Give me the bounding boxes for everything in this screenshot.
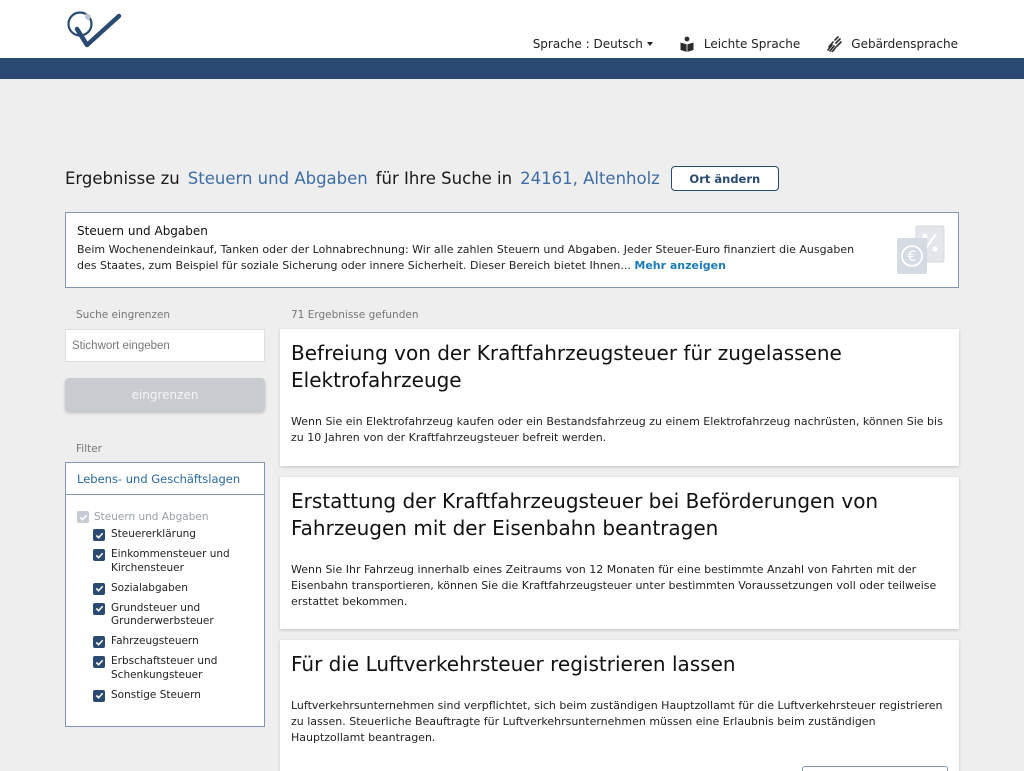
filter-item[interactable] [66, 528, 264, 542]
gebaerdensprache-label: Gebärdensprache [851, 37, 958, 51]
result-description: Wenn Sie ein Elektrofahrzeug kaufen oder ein Bestandsfahrzeug zu einem Elektrofahrzeug nachrüsten, können Sie bis zu 10 Jahren von der Kraftfahrzeugsteuer befreit werden. [291, 415, 943, 444]
keyword-search-input[interactable]: Stichwort eingeben [65, 329, 265, 362]
result-title[interactable]: Befreiung von der Kraftfahrzeugsteuer für zugelassene Elektrofahrzeuge [291, 341, 842, 392]
filter-list [66, 495, 264, 702]
filter-parent-label: Steuern und Abgaben [94, 511, 209, 523]
filter-group-header[interactable]: Lebens- und Geschäftslagen [66, 463, 264, 495]
filter-item-label: Einkommensteuer und Kirchensteuer [111, 548, 230, 574]
change-location-button[interactable]: Ort ändern [671, 166, 779, 191]
result-card[interactable] [280, 640, 959, 771]
info-text [77, 242, 877, 274]
leichte-sprache-link[interactable] [679, 36, 800, 52]
category-info-box [65, 212, 959, 288]
top-navigation [533, 36, 958, 52]
filter-item[interactable] [66, 602, 264, 629]
header-accent-bar [0, 58, 1024, 79]
result-description: Luftverkehrsunternehmen sind verpflichtet, sich beim zuständigen Hauptzollamt für die Luftverkehrsteuer registrieren zu lassen. Steuerliche Beauftragte für Luftverkehrsunternehmen müssen eine Erlaubnis beim zuständigen Hauptzollamt beantragen. [291, 699, 943, 744]
filter-section-label: Filter [76, 443, 103, 455]
checkbox-checked-icon[interactable] [93, 636, 105, 648]
heading-prefix: Ergebnisse zu [65, 169, 180, 188]
checkbox-checked-icon[interactable] [93, 549, 105, 561]
result-title[interactable]: Für die Luftverkehrsteuer registrieren lassen [291, 652, 736, 676]
search-section-label: Suche eingrenzen [76, 309, 171, 321]
result-card[interactable] [280, 329, 959, 466]
info-title: Steuern und Abgaben [77, 224, 208, 238]
filter-item[interactable] [66, 548, 264, 575]
top-header [0, 0, 1024, 58]
result-description: Wenn Sie Ihr Fahrzeug innerhalb eines Zeitraums von 12 Monaten für eine bestimmte Anzahl von Fahrten mit der Eisenbahn transportieren, können Sie die Kraftfahrzeugsteuer unter bestimmten Voraussetzungen voll oder teilweise erstattet bekommen. [291, 563, 937, 608]
narrow-search-button[interactable]: eingrenzen [65, 378, 265, 411]
logo-magnifier-check-icon[interactable] [64, 8, 122, 52]
checkbox-checked-icon[interactable] [93, 690, 105, 702]
checkbox-checked-icon[interactable] [93, 656, 105, 668]
filter-item[interactable] [66, 689, 264, 703]
checkbox-checked-icon[interactable] [93, 583, 105, 595]
caret-down-icon [647, 42, 653, 46]
euro-percent-icon [896, 225, 946, 275]
filter-item[interactable] [66, 635, 264, 649]
checkbox-checked-icon[interactable] [77, 511, 89, 523]
leichte-sprache-label: Leichte Sprache [703, 37, 801, 51]
heading-location: 24161, Altenholz [520, 169, 660, 188]
result-card[interactable] [280, 477, 959, 629]
heading-middle: für Ihre Suche in [375, 169, 513, 188]
svg-text:€: € [907, 249, 917, 265]
filter-parent-item[interactable] [66, 511, 264, 523]
info-description: Beim Wochenendeinkauf, Tanken oder der Lohnabrechnung: Wir alle zahlen Steuern und Abgaben. Jeder Steuer-Euro finanziert die Ausgaben des Staates, zum Beispiel für soziale Sicherung oder innere Sicherheit. Dieser Bereich bietet Ihnen... [77, 243, 855, 272]
filter-item-label: Sonstige Steuern [111, 688, 201, 701]
show-more-link[interactable]: Mehr anzeigen [634, 259, 726, 272]
gebaerdensprache-link[interactable] [826, 36, 958, 52]
heading-category-link[interactable]: Steuern und Abgaben [187, 169, 368, 188]
results-count: 71 Ergebnisse gefunden [291, 309, 419, 321]
filter-item[interactable] [66, 582, 264, 596]
language-select-label: Sprache : Deutsch [532, 37, 643, 51]
sign-language-hands-icon [826, 36, 842, 52]
filter-item-label: Erbschaftsteuer und Schenkungsteuer [111, 655, 218, 681]
filter-item-label: Grundsteuer und Grunderwerbsteuer [111, 601, 214, 627]
filter-item-label: Sozialabgaben [111, 581, 188, 594]
result-action-button[interactable] [802, 766, 948, 771]
filter-item[interactable] [66, 655, 264, 682]
results-heading [65, 166, 779, 191]
filter-item-label: Fahrzeugsteuern [111, 635, 199, 647]
result-title[interactable]: Erstattung der Kraftfahrzeugsteuer bei Beförderungen von Fahrzeugen mit der Eisenbahn beantragen [291, 489, 879, 540]
checkbox-checked-icon[interactable] [93, 529, 105, 541]
checkbox-checked-icon[interactable] [93, 603, 105, 615]
filter-panel [65, 462, 265, 727]
language-select[interactable] [533, 37, 653, 51]
filter-item-label: Steuererklärung [111, 528, 196, 540]
book-reader-icon [679, 36, 695, 52]
